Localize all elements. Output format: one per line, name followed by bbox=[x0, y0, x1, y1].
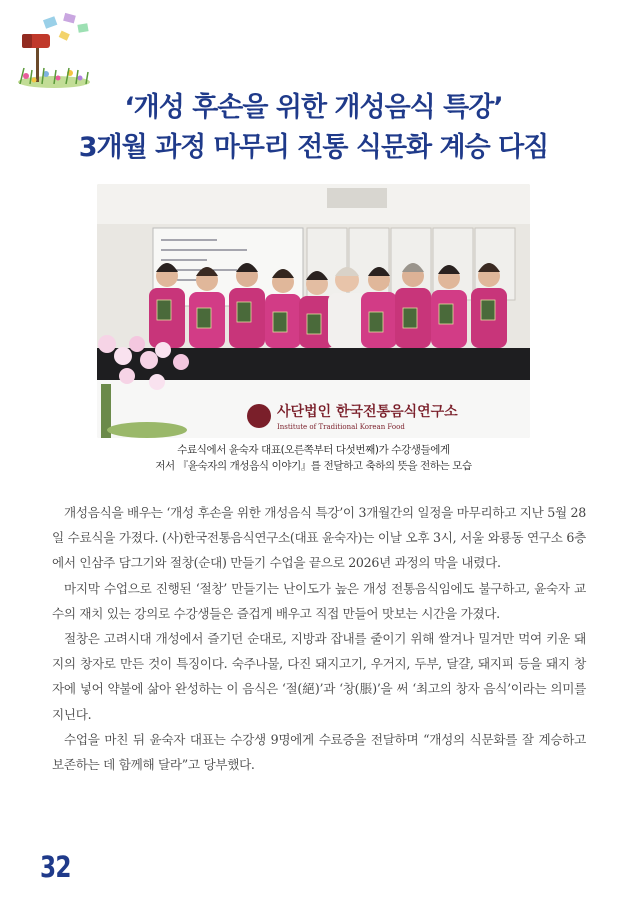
paragraph-3: 절창은 고려시대 개성에서 즐기던 순대로, 지방과 잡내를 줄이기 위해 쌀겨나 밀겨만 먹여 키운 돼지의 창자로 만든 것이 특징이다. 숙주나물, 다진 돼지고기, 우거지, 두부, 달걀, 돼지피 등을 돼지 창자에 넣어 약불에 삶아 완성하는 이 음식은 ‘절(絕)’과 ‘창(脹)’을 써 ‘최고의 창자 음식’이라는 의미를 지닌다. bbox=[52, 631, 586, 722]
title-line-2: 3개월 과정 마무리 전통 식문화 계승 다짐 bbox=[78, 132, 549, 163]
page-number: 32 bbox=[40, 850, 71, 884]
caption-line-2: 저서 『윤숙자의 개성음식 이야기』를 전달하고 축하의 뜻을 전하는 모습 bbox=[155, 460, 472, 472]
photo-caption bbox=[97, 442, 530, 474]
article-title bbox=[0, 88, 627, 168]
group-photo bbox=[97, 184, 530, 438]
paragraph-2: 마지막 수업으로 진행된 ‘절창’ 만들기는 난이도가 높은 개성 전통음식임에도 불구하고, 윤숙자 교수의 재치 있는 강의로 수강생들은 즐겁게 배우고 직접 만들어 맛보는 시간을 가졌다. bbox=[52, 580, 586, 621]
paragraph-4: 수업을 마친 뒤 윤숙자 대표는 수강생 9명에게 수료증을 전달하며 “개성의 식문화를 잘 계승하고 보존하는 데 함께해 달라”고 당부했다. bbox=[52, 731, 586, 773]
caption-line-1: 수료식에서 윤숙자 대표(오른쪽부터 다섯번째)가 수강생들에게 bbox=[177, 444, 450, 456]
institute-sign-korean: 사단법인 한국전통음식연구소 bbox=[277, 404, 458, 420]
title-line-1: ‘개성 후손을 위한 개성음식 특강’ bbox=[124, 92, 503, 123]
institute-sign-english: Institute of Traditional Korean Food bbox=[277, 423, 405, 431]
article-body bbox=[52, 500, 586, 777]
paragraph-1: 개성음식을 배우는 ‘개성 후손을 위한 개성음식 특강’이 3개월간의 일정을 마무리하고 지난 5월 28일 수료식을 가졌다. (사)한국전통음식연구소(대표 윤숙자)는 이날 오후 3시, 서울 와룡동 연구소 6층에서 인삼주 담그기와 절창(순대) 만들기 수업을 끝으로 2026년 과정의 막을 내렸다. bbox=[52, 505, 586, 571]
decorative-flowers-illustration bbox=[14, 10, 94, 90]
